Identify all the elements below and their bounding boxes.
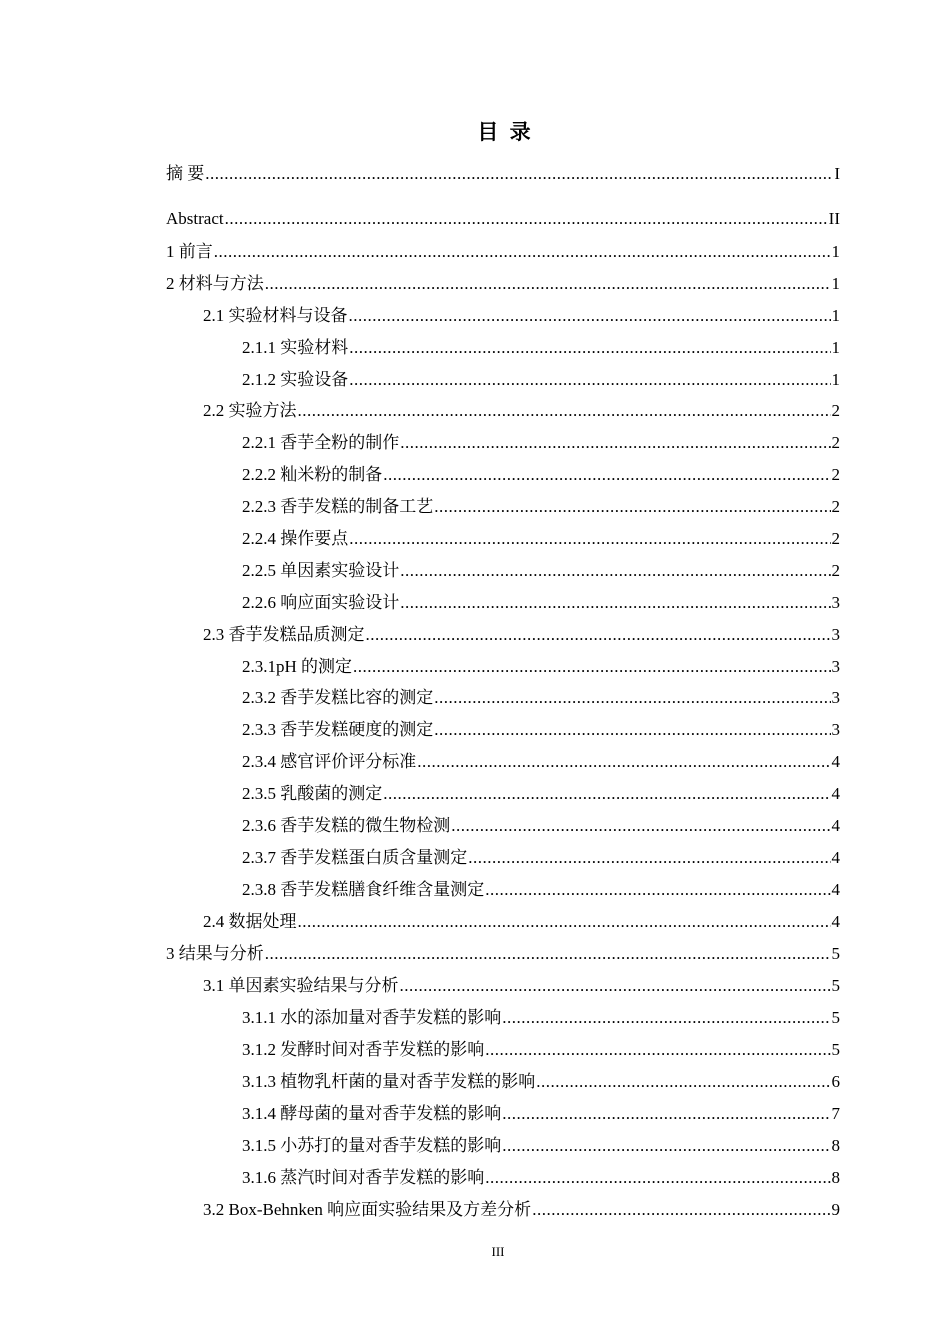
toc-entry-page: 3 bbox=[831, 625, 840, 644]
toc-entry-label: 2.1 实验材料与设备 bbox=[203, 306, 348, 325]
toc-entry-label: 2.2.4 操作要点 bbox=[242, 529, 349, 548]
toc-entry-label: 2.3.5 乳酸菌的测定 bbox=[242, 784, 383, 803]
toc-entry-page: 8 bbox=[831, 1168, 840, 1187]
toc-entry-page: 1 bbox=[831, 242, 840, 261]
toc-entry-page: 2 bbox=[831, 433, 840, 452]
toc-entry-page: 4 bbox=[831, 880, 840, 899]
dot-leader bbox=[383, 782, 830, 806]
toc-entry-page: 4 bbox=[831, 816, 840, 835]
toc-entry-page: 3 bbox=[831, 720, 840, 739]
toc-entry[interactable] bbox=[166, 272, 840, 296]
toc-entry[interactable] bbox=[166, 942, 840, 966]
toc-entry-page: 9 bbox=[831, 1200, 840, 1219]
dot-leader bbox=[400, 974, 831, 998]
toc-entry-label: 2.3.1pH 的测定 bbox=[242, 657, 353, 676]
toc-entry[interactable] bbox=[242, 559, 840, 583]
toc-entry[interactable] bbox=[203, 623, 840, 647]
toc-entry-label: 1 前言 bbox=[166, 242, 213, 261]
toc-entry[interactable] bbox=[242, 495, 840, 519]
toc-entry-label: 2.2.3 香芋发糕的制备工艺 bbox=[242, 497, 434, 516]
toc-entry[interactable] bbox=[242, 655, 840, 679]
dot-leader bbox=[349, 527, 830, 551]
toc-entry-label: 2.3.3 香芋发糕硬度的测定 bbox=[242, 720, 434, 739]
toc-entry[interactable] bbox=[166, 207, 840, 231]
toc-entry[interactable] bbox=[166, 162, 840, 186]
dot-leader bbox=[225, 207, 828, 231]
dot-leader bbox=[353, 655, 830, 679]
page-number: III bbox=[491, 1244, 505, 1259]
toc-entry[interactable] bbox=[166, 240, 840, 264]
dot-leader bbox=[502, 1006, 830, 1030]
toc-entry-page: 4 bbox=[831, 752, 840, 771]
toc-entry-page: 2 bbox=[831, 465, 840, 484]
toc-entry[interactable] bbox=[242, 368, 840, 392]
toc-entry[interactable] bbox=[242, 527, 840, 551]
dot-leader bbox=[536, 1070, 830, 1094]
toc-entry-label: 3.1.2 发酵时间对香芋发糕的影响 bbox=[242, 1040, 485, 1059]
toc-entry-page: 2 bbox=[831, 401, 840, 420]
toc-entry-label: 2.4 数据处理 bbox=[203, 912, 297, 931]
toc-entry-label: 2.1.2 实验设备 bbox=[242, 370, 349, 389]
toc-entry-label: 3.1 单因素实验结果与分析 bbox=[203, 976, 399, 995]
dot-leader bbox=[298, 910, 831, 934]
toc-entry-label: 2.3.8 香芋发糕膳食纤维含量测定 bbox=[242, 880, 485, 899]
toc-entry-label: 3.1.1 水的添加量对香芋发糕的影响 bbox=[242, 1008, 502, 1027]
toc-entry[interactable] bbox=[242, 686, 840, 710]
dot-leader bbox=[400, 431, 830, 455]
toc-entry[interactable] bbox=[242, 718, 840, 742]
toc-entry-page: 5 bbox=[831, 1040, 840, 1059]
toc-entry-page: 1 bbox=[831, 306, 840, 325]
toc-entry-label: 3.1.4 酵母菌的量对香芋发糕的影响 bbox=[242, 1104, 502, 1123]
toc-entry-label: 2.2.1 香芋全粉的制作 bbox=[242, 433, 400, 452]
toc-entry-label: 2.3.2 香芋发糕比容的测定 bbox=[242, 688, 434, 707]
toc-entry-label: 3.1.3 植物乳杆菌的量对香芋发糕的影响 bbox=[242, 1072, 536, 1091]
toc-entry[interactable] bbox=[242, 336, 840, 360]
dot-leader bbox=[214, 240, 831, 264]
dot-leader bbox=[485, 1166, 830, 1190]
toc-entry[interactable] bbox=[242, 1006, 840, 1030]
dot-leader bbox=[532, 1198, 830, 1222]
toc-entry-page: 2 bbox=[831, 561, 840, 580]
toc-entry-label: 2.3.6 香芋发糕的微生物检测 bbox=[242, 816, 451, 835]
toc-entry-page: 2 bbox=[831, 497, 840, 516]
toc-entry-page: 3 bbox=[831, 593, 840, 612]
toc-entry-label: 2.3 香芋发糕品质测定 bbox=[203, 625, 365, 644]
toc-entry-page: 8 bbox=[831, 1136, 840, 1155]
dot-leader bbox=[265, 942, 831, 966]
toc-entry-label: 2 材料与方法 bbox=[166, 274, 264, 293]
dot-leader bbox=[502, 1134, 830, 1158]
toc-entry-page: 1 bbox=[831, 370, 840, 389]
dot-leader bbox=[485, 1038, 830, 1062]
toc-entry-page: 7 bbox=[831, 1104, 840, 1123]
dot-leader bbox=[383, 463, 830, 487]
toc-entry[interactable] bbox=[242, 1134, 840, 1158]
toc-entry-page: 5 bbox=[831, 1008, 840, 1027]
toc-entry-page: 3 bbox=[831, 657, 840, 676]
toc-entry-page: 6 bbox=[831, 1072, 840, 1091]
dot-leader bbox=[434, 718, 830, 742]
toc-entry[interactable] bbox=[242, 878, 840, 902]
dot-leader bbox=[417, 750, 830, 774]
toc-entry[interactable] bbox=[203, 304, 840, 328]
dot-leader bbox=[434, 495, 830, 519]
toc-entry-page: II bbox=[828, 209, 840, 228]
toc-entry-page: 4 bbox=[831, 848, 840, 867]
dot-leader bbox=[349, 368, 830, 392]
toc-entry[interactable] bbox=[242, 1102, 840, 1126]
toc-entry[interactable] bbox=[242, 463, 840, 487]
toc-entry[interactable] bbox=[242, 1070, 840, 1094]
toc-entry-label: 2.3.4 感官评价评分标准 bbox=[242, 752, 417, 771]
dot-leader bbox=[205, 162, 833, 186]
toc-entry-label: 2.1.1 实验材料 bbox=[242, 338, 349, 357]
dot-leader bbox=[265, 272, 831, 296]
toc-entry-label: 2.2.2 籼米粉的制备 bbox=[242, 465, 383, 484]
dot-leader bbox=[485, 878, 830, 902]
toc-entry[interactable] bbox=[242, 846, 840, 870]
dot-leader bbox=[400, 559, 830, 583]
toc-entry[interactable] bbox=[203, 399, 840, 423]
dot-leader bbox=[400, 591, 830, 615]
toc-entry-page: 1 bbox=[831, 338, 840, 357]
toc-entry[interactable] bbox=[242, 1038, 840, 1062]
toc-entry-label: 3.1.5 小苏打的量对香芋发糕的影响 bbox=[242, 1136, 502, 1155]
toc-entry-page: 4 bbox=[831, 912, 840, 931]
dot-leader bbox=[468, 846, 830, 870]
toc-entry-label: 3 结果与分析 bbox=[166, 944, 264, 963]
toc-entry[interactable] bbox=[242, 431, 840, 455]
toc-entry-label: 3.2 Box-Behnken 响应面实验结果及方差分析 bbox=[203, 1200, 532, 1219]
toc-entry[interactable] bbox=[203, 910, 840, 934]
toc-entry-label: 2.2.5 单因素实验设计 bbox=[242, 561, 400, 580]
toc-entry-label: Abstract bbox=[166, 209, 224, 228]
toc-entry-label: 2.2.6 响应面实验设计 bbox=[242, 593, 400, 612]
toc-entry-page: 2 bbox=[831, 529, 840, 548]
dot-leader bbox=[349, 336, 830, 360]
toc-entry-page: 5 bbox=[831, 944, 840, 963]
toc-entry[interactable] bbox=[242, 1166, 840, 1190]
toc-entry[interactable] bbox=[242, 750, 840, 774]
toc-entry-label: 摘 要 bbox=[166, 164, 205, 183]
dot-leader bbox=[298, 399, 831, 423]
toc-entry-label: 2.3.7 香芋发糕蛋白质含量测定 bbox=[242, 848, 468, 867]
toc-title: 目 录 bbox=[477, 120, 533, 144]
toc-entry-page: 4 bbox=[831, 784, 840, 803]
dot-leader bbox=[434, 686, 830, 710]
dot-leader bbox=[451, 814, 830, 838]
dot-leader bbox=[502, 1102, 830, 1126]
dot-leader bbox=[349, 304, 831, 328]
toc-entry[interactable] bbox=[242, 814, 840, 838]
toc-entry-page: 3 bbox=[831, 688, 840, 707]
toc-entry-page: 5 bbox=[831, 976, 840, 995]
toc-entry[interactable] bbox=[203, 1198, 840, 1222]
toc-entry-page: 1 bbox=[831, 274, 840, 293]
toc-entry-page: I bbox=[834, 164, 840, 183]
toc-entry-label: 2.2 实验方法 bbox=[203, 401, 297, 420]
toc-entry[interactable] bbox=[203, 974, 840, 998]
toc-entry[interactable] bbox=[242, 782, 840, 806]
toc-entry[interactable] bbox=[242, 591, 840, 615]
toc-entry-label: 3.1.6 蒸汽时间对香芋发糕的影响 bbox=[242, 1168, 485, 1187]
dot-leader bbox=[366, 623, 831, 647]
